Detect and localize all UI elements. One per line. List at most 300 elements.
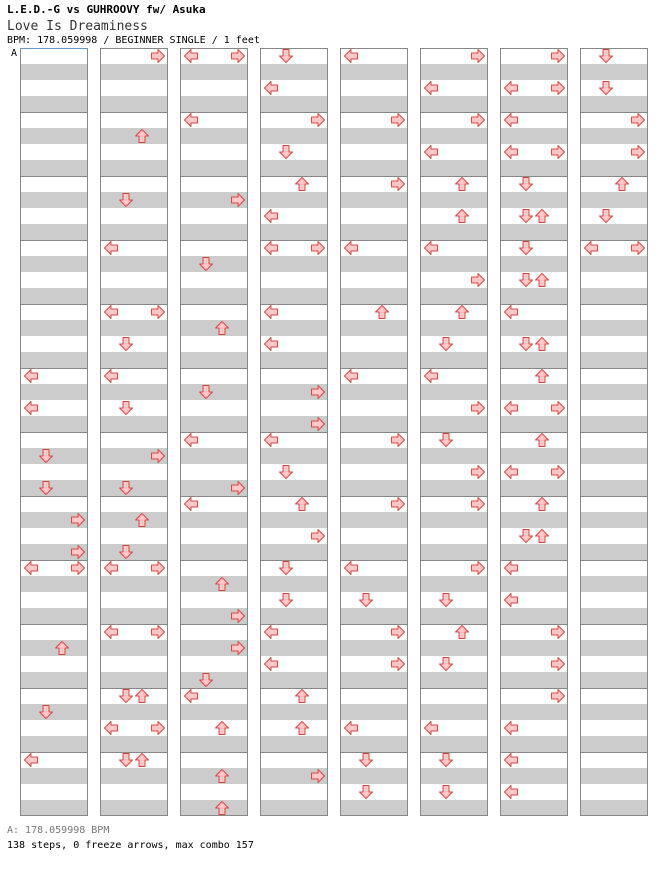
down-arrow-icon (280, 562, 293, 575)
left-arrow-icon (105, 370, 118, 383)
beat-band (180, 672, 248, 688)
down-arrow-icon (520, 274, 533, 287)
beat-band (420, 448, 488, 464)
down-arrow-icon (440, 754, 453, 767)
beat-band (340, 320, 408, 336)
beat-band (260, 448, 328, 464)
beat-band (500, 480, 568, 496)
beat-band (180, 576, 248, 592)
beat-band (340, 384, 408, 400)
up-arrow-icon (536, 530, 549, 543)
beat-band (100, 64, 168, 80)
left-arrow-icon (345, 242, 358, 255)
bpm-legend: A: 178.059998 BPM (7, 825, 110, 836)
beat-band (420, 480, 488, 496)
beat-band (580, 320, 648, 336)
beat-band (580, 224, 648, 240)
beat-band (340, 448, 408, 464)
left-arrow-icon (105, 562, 118, 575)
beat-band (500, 288, 568, 304)
left-arrow-icon (25, 402, 38, 415)
left-arrow-icon (265, 242, 278, 255)
right-arrow-icon (312, 242, 325, 255)
down-arrow-icon (600, 210, 613, 223)
down-arrow-icon (120, 690, 133, 703)
beat-band (20, 672, 88, 688)
beat-band (580, 736, 648, 752)
down-arrow-icon (280, 466, 293, 479)
beat-band (420, 800, 488, 816)
beat-band (100, 480, 168, 496)
down-arrow-icon (520, 178, 533, 191)
beat-band (180, 224, 248, 240)
beat-band (500, 448, 568, 464)
beat-band (340, 640, 408, 656)
left-arrow-icon (425, 146, 438, 159)
right-arrow-icon (632, 242, 645, 255)
beat-band (580, 704, 648, 720)
down-arrow-icon (120, 754, 133, 767)
beat-band (100, 640, 168, 656)
left-arrow-icon (185, 114, 198, 127)
beat-band (260, 576, 328, 592)
beat-band (260, 192, 328, 208)
beat-band (500, 160, 568, 176)
beat-band (180, 64, 248, 80)
beat-band (180, 736, 248, 752)
down-arrow-icon (440, 594, 453, 607)
beat-band (100, 128, 168, 144)
down-arrow-icon (520, 530, 533, 543)
beat-band (20, 256, 88, 272)
beat-band (260, 256, 328, 272)
up-arrow-icon (536, 370, 549, 383)
beat-band (20, 800, 88, 816)
chart-info: BPM: 178.059998 / BEGINNER SINGLE / 1 feet (7, 35, 260, 46)
beat-band (340, 704, 408, 720)
right-arrow-icon (552, 626, 565, 639)
beat-band (20, 352, 88, 368)
beat-band (260, 512, 328, 528)
up-arrow-icon (296, 690, 309, 703)
down-arrow-icon (280, 594, 293, 607)
beat-band (580, 416, 648, 432)
left-arrow-icon (345, 370, 358, 383)
beat-band (20, 640, 88, 656)
left-arrow-icon (505, 306, 518, 319)
beat-band (260, 160, 328, 176)
beat-band (420, 192, 488, 208)
right-arrow-icon (152, 306, 165, 319)
song-title: L.E.D.-G vs GUHROOVY fw/ Asuka (7, 3, 206, 16)
down-arrow-icon (520, 242, 533, 255)
beat-band (420, 608, 488, 624)
up-arrow-icon (296, 722, 309, 735)
beat-band (100, 608, 168, 624)
beat-band (500, 768, 568, 784)
beat-band (340, 512, 408, 528)
beat-band (500, 640, 568, 656)
beat-band (580, 480, 648, 496)
down-arrow-icon (440, 434, 453, 447)
left-arrow-icon (505, 82, 518, 95)
up-arrow-icon (456, 178, 469, 191)
beat-band (420, 224, 488, 240)
beat-band (180, 320, 248, 336)
beat-band (340, 192, 408, 208)
beat-band (580, 640, 648, 656)
down-arrow-icon (600, 50, 613, 63)
left-arrow-icon (105, 626, 118, 639)
down-arrow-icon (600, 82, 613, 95)
beat-band (260, 320, 328, 336)
beat-band (100, 288, 168, 304)
beat-band (100, 512, 168, 528)
up-arrow-icon (216, 722, 229, 735)
beat-band (180, 160, 248, 176)
beat-band (180, 384, 248, 400)
song-subtitle: Love Is Dreaminess (7, 19, 148, 34)
beat-band (340, 544, 408, 560)
up-arrow-icon (536, 210, 549, 223)
left-arrow-icon (265, 434, 278, 447)
beat-band (340, 160, 408, 176)
beat-band (100, 416, 168, 432)
left-arrow-icon (505, 722, 518, 735)
beat-band (420, 256, 488, 272)
beat-band (180, 256, 248, 272)
beat-band (420, 416, 488, 432)
left-arrow-icon (505, 594, 518, 607)
beat-band (260, 480, 328, 496)
right-arrow-icon (552, 50, 565, 63)
up-arrow-icon (296, 498, 309, 511)
beat-band (580, 288, 648, 304)
beat-band (260, 96, 328, 112)
left-arrow-icon (505, 146, 518, 159)
left-arrow-icon (425, 82, 438, 95)
left-arrow-icon (105, 306, 118, 319)
beat-band (100, 544, 168, 560)
beat-band (100, 96, 168, 112)
left-arrow-icon (105, 242, 118, 255)
beat-band (420, 384, 488, 400)
left-arrow-icon (25, 754, 38, 767)
left-arrow-icon (585, 242, 598, 255)
beat-band (420, 736, 488, 752)
beat-band (180, 96, 248, 112)
beat-band (580, 192, 648, 208)
beat-band (180, 512, 248, 528)
down-arrow-icon (360, 754, 373, 767)
left-arrow-icon (265, 306, 278, 319)
beat-band (340, 128, 408, 144)
left-arrow-icon (265, 658, 278, 671)
beat-band (580, 256, 648, 272)
beat-band (180, 544, 248, 560)
beat-band (500, 512, 568, 528)
right-arrow-icon (472, 562, 485, 575)
beat-band (500, 192, 568, 208)
beat-band (260, 128, 328, 144)
up-arrow-icon (456, 626, 469, 639)
beat-band (420, 128, 488, 144)
beat-band (580, 576, 648, 592)
beat-band (500, 608, 568, 624)
beat-band (20, 416, 88, 432)
beat-band (580, 608, 648, 624)
beat-band (100, 160, 168, 176)
left-arrow-icon (345, 562, 358, 575)
beat-band (340, 64, 408, 80)
beat-band (340, 768, 408, 784)
beat-band (260, 672, 328, 688)
beat-band (500, 800, 568, 816)
left-arrow-icon (505, 562, 518, 575)
right-arrow-icon (392, 658, 405, 671)
beat-band (100, 800, 168, 816)
beat-band (20, 384, 88, 400)
beat-band (260, 800, 328, 816)
left-arrow-icon (345, 722, 358, 735)
beat-band (580, 800, 648, 816)
right-arrow-icon (552, 658, 565, 671)
down-arrow-icon (440, 658, 453, 671)
beat-band (340, 736, 408, 752)
left-arrow-icon (505, 114, 518, 127)
beat-band (420, 576, 488, 592)
beat-band (260, 736, 328, 752)
left-arrow-icon (185, 50, 198, 63)
beat-band (260, 640, 328, 656)
beat-band (580, 544, 648, 560)
right-arrow-icon (472, 274, 485, 287)
bpm-change-label: A (11, 48, 18, 59)
left-arrow-icon (505, 754, 518, 767)
beat-band (180, 416, 248, 432)
beat-band (180, 128, 248, 144)
beat-band (260, 544, 328, 560)
beat-band (500, 128, 568, 144)
left-arrow-icon (505, 402, 518, 415)
beat-band (420, 320, 488, 336)
beat-band (100, 672, 168, 688)
up-arrow-icon (136, 754, 149, 767)
beat-band (500, 64, 568, 80)
beat-band (20, 608, 88, 624)
beat-band (500, 352, 568, 368)
beat-band (500, 672, 568, 688)
beat-band (580, 512, 648, 528)
right-arrow-icon (232, 50, 245, 63)
beat-band (420, 64, 488, 80)
beat-band (340, 416, 408, 432)
left-arrow-icon (425, 370, 438, 383)
beat-band (100, 192, 168, 208)
right-arrow-icon (392, 434, 405, 447)
beat-band (340, 256, 408, 272)
beat-band (100, 704, 168, 720)
beat-band (100, 736, 168, 752)
right-arrow-icon (472, 466, 485, 479)
beat-band (260, 288, 328, 304)
right-arrow-icon (392, 114, 405, 127)
right-arrow-icon (472, 50, 485, 63)
right-arrow-icon (632, 114, 645, 127)
right-arrow-icon (312, 114, 325, 127)
down-arrow-icon (520, 210, 533, 223)
left-arrow-icon (185, 498, 198, 511)
beat-band (180, 704, 248, 720)
up-arrow-icon (616, 178, 629, 191)
right-arrow-icon (392, 498, 405, 511)
beat-band (340, 800, 408, 816)
right-arrow-icon (472, 114, 485, 127)
down-arrow-icon (120, 338, 133, 351)
right-arrow-icon (552, 146, 565, 159)
left-arrow-icon (265, 210, 278, 223)
beat-band (20, 320, 88, 336)
left-arrow-icon (425, 242, 438, 255)
beat-band (100, 256, 168, 272)
beat-band (340, 576, 408, 592)
beat-band (500, 256, 568, 272)
up-arrow-icon (536, 338, 549, 351)
left-arrow-icon (505, 786, 518, 799)
right-arrow-icon (472, 402, 485, 415)
up-arrow-icon (536, 498, 549, 511)
beat-band (20, 448, 88, 464)
beat-band (260, 704, 328, 720)
beat-band (420, 288, 488, 304)
right-arrow-icon (552, 82, 565, 95)
beat-band (100, 576, 168, 592)
beat-band (100, 224, 168, 240)
right-arrow-icon (552, 402, 565, 415)
beat-band (20, 224, 88, 240)
beat-band (100, 352, 168, 368)
beat-band (500, 544, 568, 560)
beat-band (580, 384, 648, 400)
beat-band (20, 192, 88, 208)
beat-band (20, 128, 88, 144)
beat-band (420, 768, 488, 784)
left-arrow-icon (265, 82, 278, 95)
beat-band (420, 672, 488, 688)
bpm-marks (11, 48, 88, 59)
beat-band (580, 96, 648, 112)
left-arrow-icon (105, 722, 118, 735)
down-arrow-icon (120, 402, 133, 415)
beat-band (420, 352, 488, 368)
beat-band (340, 224, 408, 240)
right-arrow-icon (632, 146, 645, 159)
beat-band (260, 352, 328, 368)
up-arrow-icon (376, 306, 389, 319)
beat-band (420, 544, 488, 560)
up-arrow-icon (136, 690, 149, 703)
beat-band (580, 448, 648, 464)
up-arrow-icon (456, 306, 469, 319)
beat-band (20, 64, 88, 80)
beat-band (580, 160, 648, 176)
up-arrow-icon (456, 210, 469, 223)
beat-band (420, 96, 488, 112)
beat-band (420, 704, 488, 720)
down-arrow-icon (280, 50, 293, 63)
down-arrow-icon (440, 338, 453, 351)
right-arrow-icon (392, 178, 405, 191)
beat-band (340, 352, 408, 368)
beat-band (340, 288, 408, 304)
left-arrow-icon (345, 50, 358, 63)
down-arrow-icon (280, 146, 293, 159)
beat-band (20, 704, 88, 720)
right-arrow-icon (552, 690, 565, 703)
beat-band (580, 128, 648, 144)
right-arrow-icon (552, 466, 565, 479)
beat-band (20, 480, 88, 496)
up-arrow-icon (296, 178, 309, 191)
beat-band (180, 768, 248, 784)
left-arrow-icon (265, 626, 278, 639)
right-arrow-icon (152, 626, 165, 639)
down-arrow-icon (360, 594, 373, 607)
beat-band (100, 384, 168, 400)
beat-band (500, 320, 568, 336)
right-arrow-icon (72, 562, 85, 575)
beat-band (340, 608, 408, 624)
beat-band (580, 672, 648, 688)
beat-band (420, 640, 488, 656)
beat-band (260, 224, 328, 240)
beat-band (20, 768, 88, 784)
beat-band (500, 736, 568, 752)
beat-band (340, 96, 408, 112)
beat-band (20, 96, 88, 112)
left-arrow-icon (25, 562, 38, 575)
beat-band (420, 160, 488, 176)
left-arrow-icon (505, 466, 518, 479)
beat-band (500, 416, 568, 432)
step-stats: 138 steps, 0 freeze arrows, max combo 157 (7, 840, 254, 851)
down-arrow-icon (440, 786, 453, 799)
beat-band (340, 480, 408, 496)
down-arrow-icon (360, 786, 373, 799)
beat-band (180, 288, 248, 304)
beat-band (420, 512, 488, 528)
beat-band (260, 64, 328, 80)
beat-band (100, 320, 168, 336)
down-arrow-icon (520, 338, 533, 351)
up-arrow-icon (536, 274, 549, 287)
beat-band (180, 352, 248, 368)
beat-band (20, 160, 88, 176)
beat-band (180, 800, 248, 816)
beat-band (260, 608, 328, 624)
beat-band (500, 384, 568, 400)
right-arrow-icon (312, 530, 325, 543)
beat-band (180, 448, 248, 464)
beat-band (20, 288, 88, 304)
left-arrow-icon (185, 434, 198, 447)
beat-band (100, 768, 168, 784)
right-arrow-icon (152, 562, 165, 575)
left-arrow-icon (185, 690, 198, 703)
beat-band (20, 576, 88, 592)
beat-band (20, 736, 88, 752)
left-arrow-icon (265, 338, 278, 351)
